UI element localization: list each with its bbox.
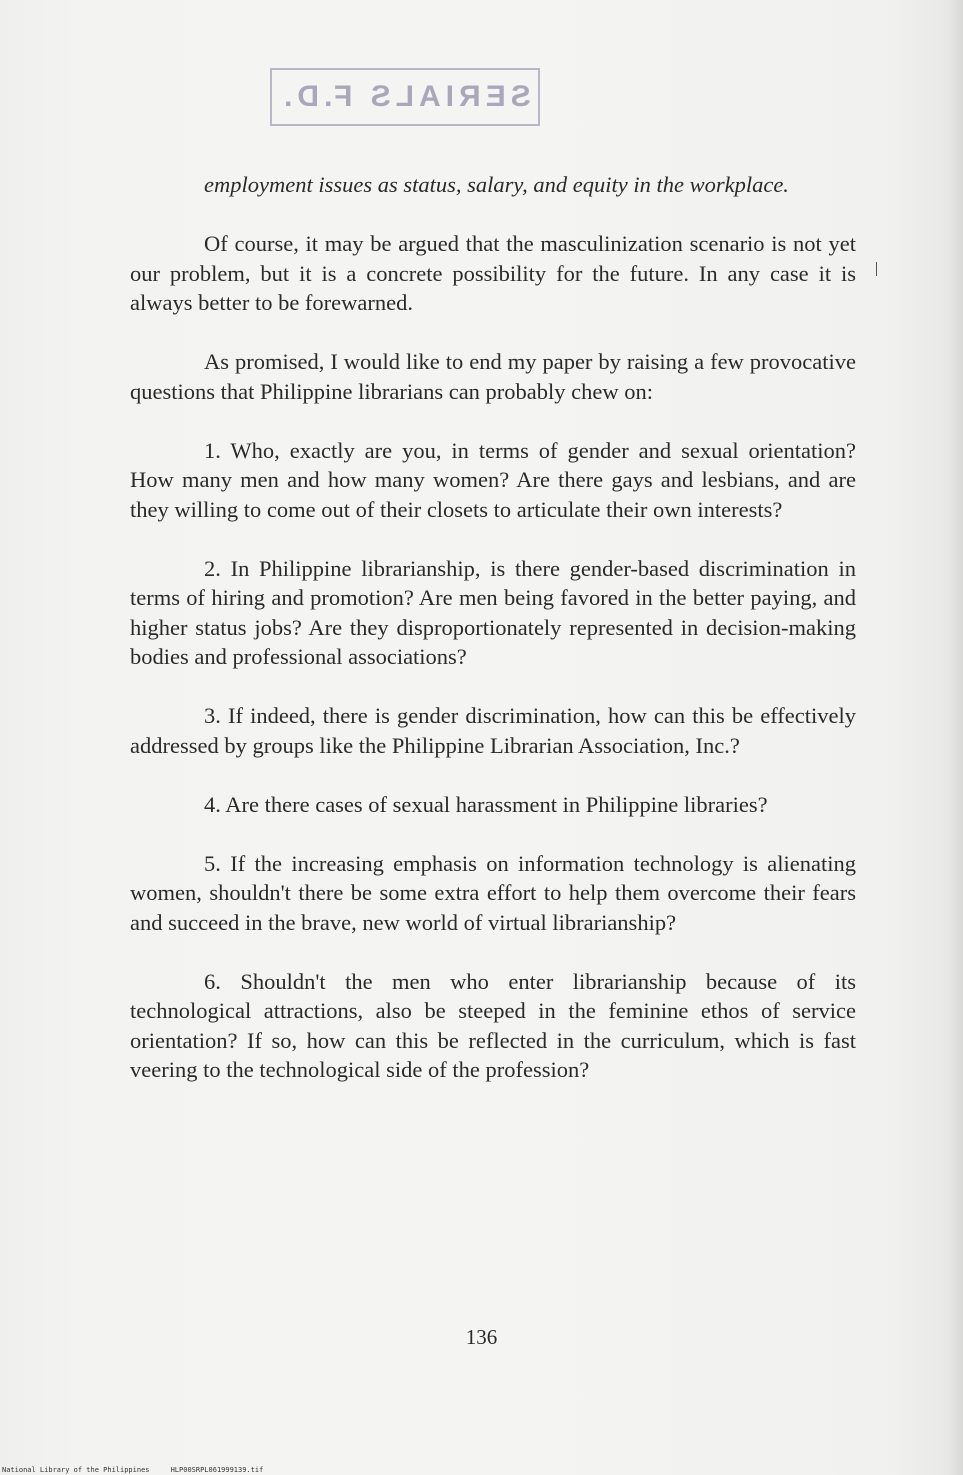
question-4: 4. Are there cases of sexual harassment in Philippine libraries? <box>204 791 768 817</box>
question-3: 3. If indeed, there is gender discrimination, how can this be effectively addressed by groups like the Philippine Librarian Association, Inc.? <box>130 703 856 758</box>
footer-library: National Library of the Philippines <box>2 1466 150 1474</box>
serials-stamp <box>270 68 540 126</box>
question-2: 2. In Philippine librarianship, is there gender-based discrimination in terms of hiring and promotion? Are men being favored in the better paying, and higher status jobs? Are they disproportionately represented in decision-making bodies and professional associations? <box>130 555 856 669</box>
question-5: 5. If the increasing emphasis on information technology is alienating women, shouldn't there be some extra effort to help them overcome their fears and succeed in the brave, new world of virtual librarianship? <box>130 850 856 935</box>
paragraph-continuation: employment issues as status, salary, and equity in the workplace. <box>204 172 789 197</box>
page-edge-shadow <box>947 0 963 1475</box>
footer-filename: HLP00SRPL061999139.tif <box>170 1466 264 1474</box>
page-body <box>130 170 856 1114</box>
paragraph-questions-intro: As promised, I would like to end my paper by raising a few provocative questions that Philippine librarians can probably chew on: <box>130 349 856 404</box>
question-1: 1. Who, exactly are you, in terms of gender and sexual orientation? How many men and how many women? Are there gays and lesbians, and are they willing to come out of their closets to articulate their own interests? <box>130 437 856 522</box>
margin-mark <box>876 262 877 276</box>
question-6: 6. Shouldn't the men who enter librarianship because of its technological attractions, also be steeped in the feminine ethos of service orientation? If so, how can this be reflected in the curriculum, which is fast veering to the technological side of the profession? <box>130 968 856 1082</box>
paragraph-masculinization: Of course, it may be argued that the masculinization scenario is not yet our problem, but it is a concrete possibility for the future. In any case it is always better to be forewarned. <box>130 231 856 315</box>
page-number: 136 <box>465 1325 498 1349</box>
scan-footer <box>2 1466 263 1474</box>
stamp-text: SERIALS F.D. <box>279 80 531 113</box>
